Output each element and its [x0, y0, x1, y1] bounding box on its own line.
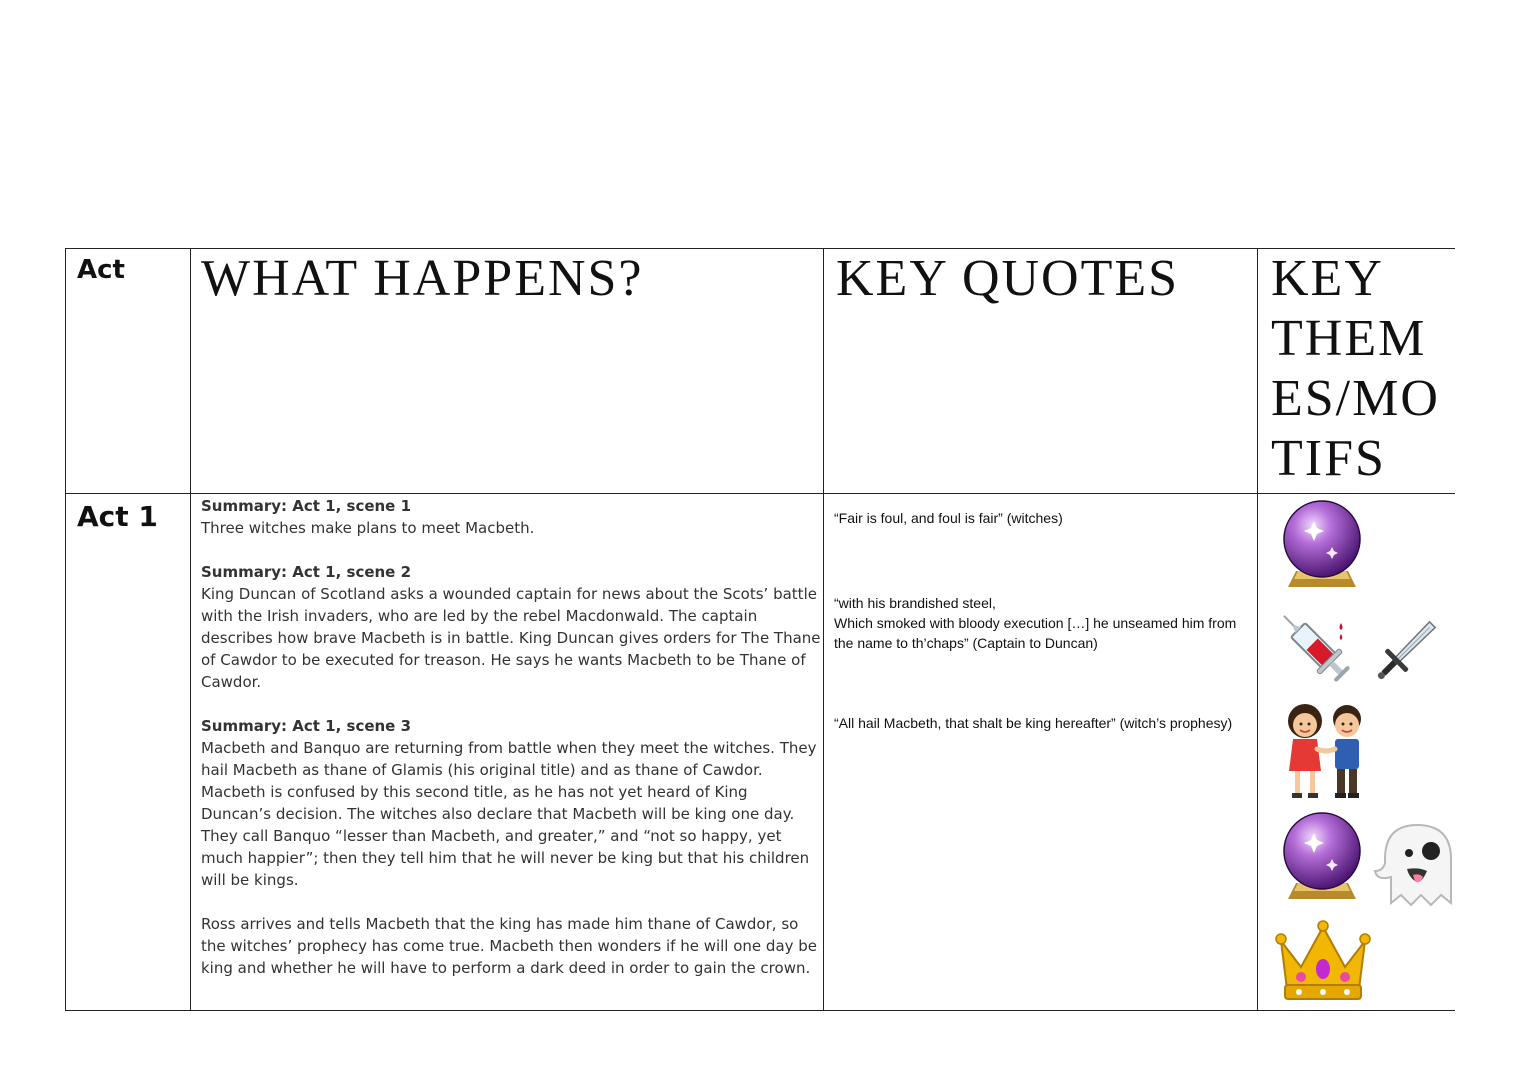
quote: “All hail Macbeth, that shalt be king hereafter” (witch’s prophesy): [834, 715, 1233, 731]
header-key-quotes: KEY QUOTES: [836, 250, 1180, 307]
row-act-label: Act 1: [77, 500, 158, 533]
quote: “Fair is foul, and foul is fair” (witches): [834, 510, 1063, 526]
header-key-themes-line: THEM: [1271, 310, 1427, 367]
crown-icon: [1273, 917, 1373, 1003]
header-act: Act: [77, 255, 125, 285]
column-divider: [823, 249, 824, 1010]
header-key-themes-line: TIFS: [1271, 430, 1386, 487]
column-divider: [1257, 249, 1258, 1010]
summary-section: [201, 495, 821, 539]
summary-heading: Summary: Act 1, scene 2: [201, 563, 412, 581]
summary-cell: [201, 495, 821, 1001]
summary-text: King Duncan of Scotland asks a wounded captain for news about the Scots’ battle with the Irish invaders, who are led by the rebel Macdonwald. The captain describes how brave Macbeth is in battle. King Duncan gives orders for The Thane of Cawdor to be executed for treason. He says he wants Macbeth to be Thane of Cawdor.: [201, 585, 821, 691]
header-key-themes: [1271, 249, 1461, 489]
summary-text: Ross arrives and tells Macbeth that the king has made him thane of Cawdor, so the witches’ prophecy has come true. Macbeth then wonders if he will one day be king and whether he will have to perform a dark deed in order to gain the crown.: [201, 915, 818, 977]
syringe-icon: [1269, 601, 1361, 693]
summary-heading: Summary: Act 1, scene 1: [201, 497, 412, 515]
row-divider: [66, 493, 1455, 494]
macbeth-table: [65, 248, 1455, 1011]
header-key-themes-line: KEY: [1271, 250, 1384, 307]
header-key-themes-line: ES/MO: [1271, 370, 1440, 427]
column-divider: [190, 249, 191, 1010]
crystal-ball-icon: [1276, 499, 1368, 591]
summary-text: Three witches make plans to meet Macbeth.: [201, 519, 535, 537]
quote: “with his brandished steel, Which smoked with bloody execution […] he unseamed him from the name to th’chaps” (Captain to Duncan): [834, 595, 1237, 651]
summary-section: [201, 561, 821, 693]
couple-icon: [1271, 697, 1381, 807]
dagger-icon: [1366, 605, 1452, 691]
header-what-happens: WHAT HAPPENS?: [201, 250, 644, 307]
crystal-ball-icon: [1276, 811, 1368, 903]
ghost-icon: [1371, 819, 1455, 909]
summary-text: Macbeth and Banquo are returning from battle when they meet the witches. They hail Macbeth as thane of Glamis (his original title) and as thane of Cawdor. Macbeth is confused by this second title, as he has not yet heard of King Duncan’s decision. The witches also declare that Macbeth will be king one day. They call Banquo “lesser than Macbeth, and greater,” and “not so happy, yet much happier”; then they tell him that he will never be king but that his children will be kings.: [201, 739, 817, 889]
summary-section: [201, 913, 821, 979]
summary-section: [201, 715, 821, 891]
summary-heading: Summary: Act 1, scene 3: [201, 717, 412, 735]
